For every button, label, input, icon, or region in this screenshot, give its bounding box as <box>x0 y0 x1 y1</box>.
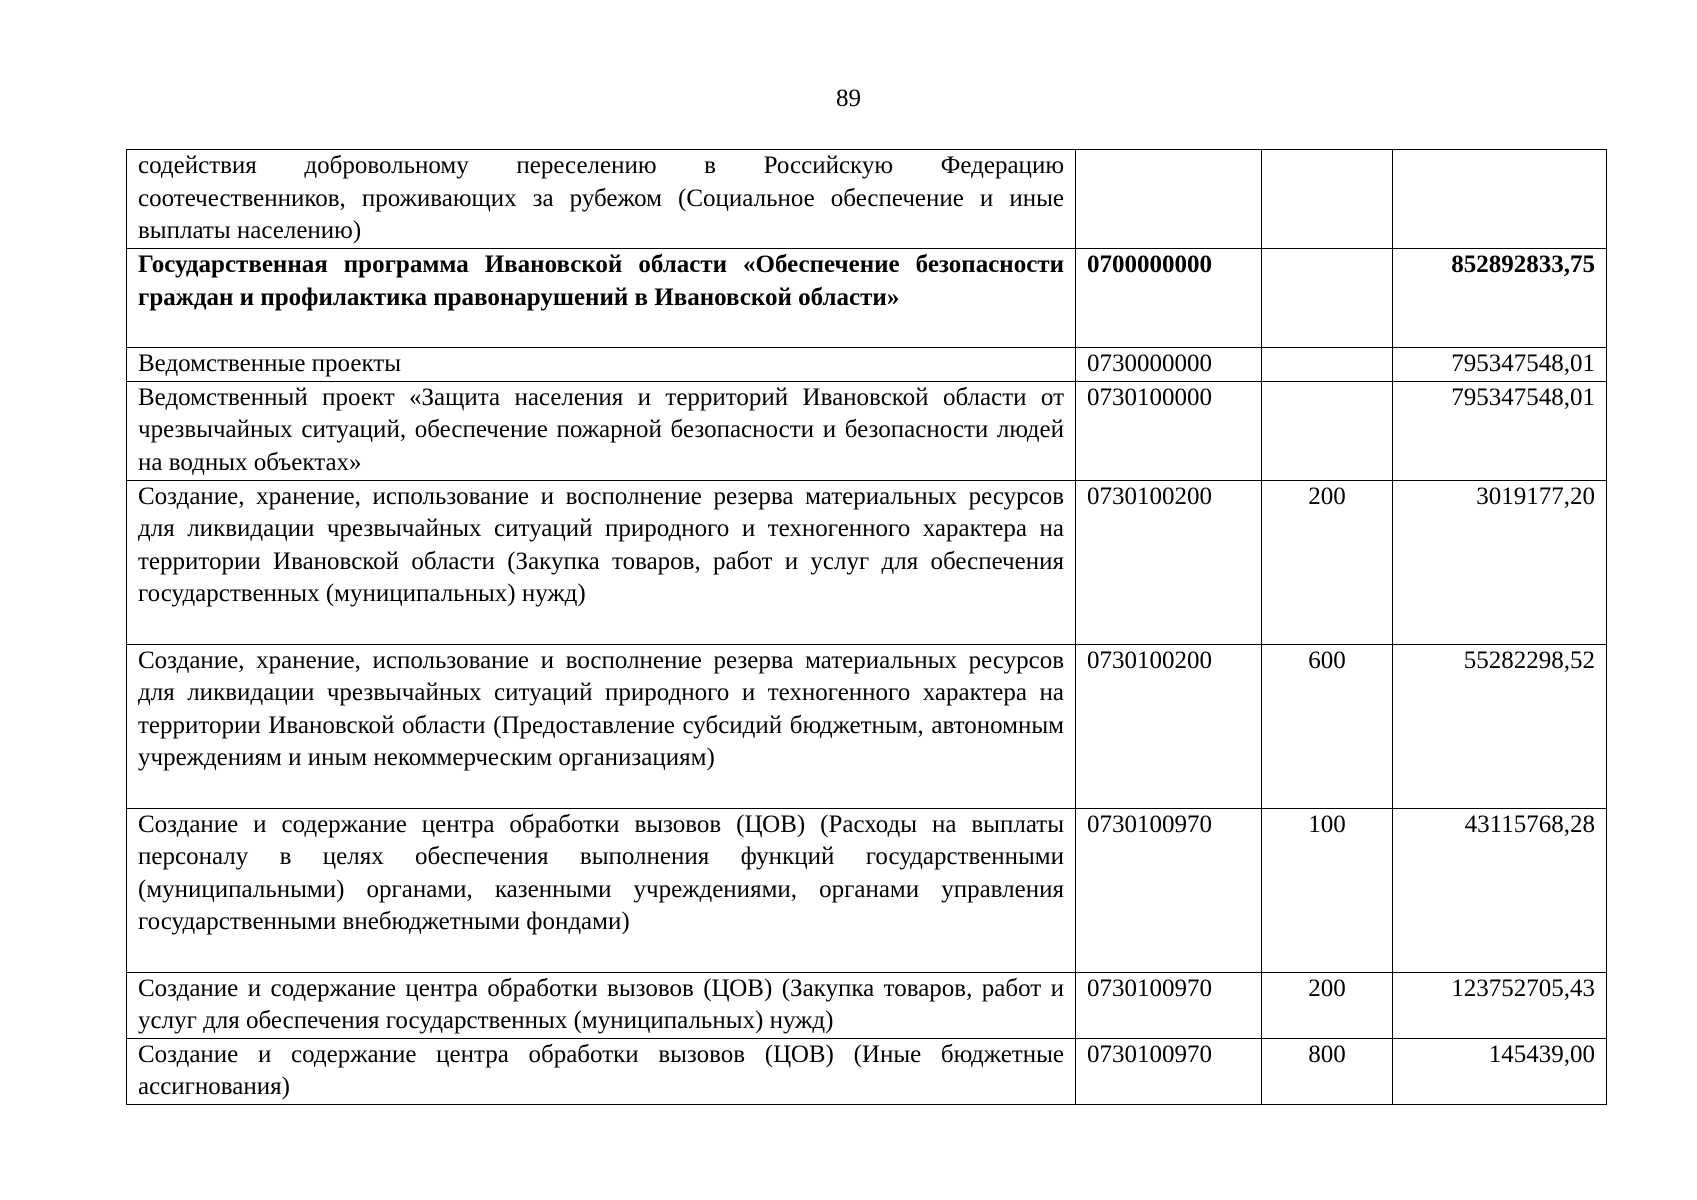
row-code-cell: 0730100970 <box>1076 972 1262 1038</box>
row-expense-type-cell: 200 <box>1262 972 1393 1038</box>
row-name-cell: Создание, хранение, использование и восполнение резерва материальных ресурсов для ликвидации чрезвычайных ситуаций природного и техногенного характера на территории Ивановской области (Предоставление субсидий бюджетным, автономным учреждениям и иным некоммерческим организациям) <box>127 644 1076 808</box>
page-number: 89 <box>836 85 861 112</box>
row-amount-cell: 55282298,52 <box>1393 644 1607 808</box>
row-name-cell: содействия добровольному переселению в Российскую Федерацию соотечественников, проживающих за рубежом (Социальное обеспечение и иные выплаты населению) <box>127 150 1076 249</box>
row-code-cell: 0730100200 <box>1076 480 1262 644</box>
row-amount-cell: 795347548,01 <box>1393 348 1607 382</box>
row-code-cell: 0700000000 <box>1076 249 1262 348</box>
row-amount-cell: 795347548,01 <box>1393 381 1607 480</box>
row-expense-type-cell <box>1262 150 1393 249</box>
table-row <box>127 644 1607 808</box>
row-amount-cell: 145439,00 <box>1393 1038 1607 1104</box>
row-name-cell: Создание, хранение, использование и восполнение резерва материальных ресурсов для ликвидации чрезвычайных ситуаций природного и техногенного характера на территории Ивановской области (Закупка товаров, работ и услуг для обеспечения государственных (муниципальных) нужд) <box>127 480 1076 644</box>
row-code-cell <box>1076 150 1262 249</box>
table-row <box>127 480 1607 644</box>
row-expense-type-cell: 200 <box>1262 480 1393 644</box>
row-expense-type-cell <box>1262 249 1393 348</box>
row-expense-type-cell: 100 <box>1262 808 1393 972</box>
row-amount-cell <box>1393 150 1607 249</box>
row-name-cell: Ведомственный проект «Защита населения и территорий Ивановской области от чрезвычайных ситуаций, обеспечение пожарной безопасности и безопасности людей на водных объектах» <box>127 381 1076 480</box>
table-row <box>127 381 1607 480</box>
row-name-cell: Создание и содержание центра обработки вызовов (ЦОВ) (Иные бюджетные ассигнования) <box>127 1038 1076 1104</box>
row-name-cell: Создание и содержание центра обработки вызовов (ЦОВ) (Закупка товаров, работ и услуг для обеспечения государственных (муниципальных) нужд) <box>127 972 1076 1038</box>
row-expense-type-cell <box>1262 381 1393 480</box>
row-code-cell: 0730000000 <box>1076 348 1262 382</box>
row-code-cell: 0730100970 <box>1076 808 1262 972</box>
row-amount-cell: 43115768,28 <box>1393 808 1607 972</box>
row-name-cell: Государственная программа Ивановской области «Обеспечение безопасности граждан и профилактика правонарушений в Ивановской области» <box>127 249 1076 348</box>
row-expense-type-cell <box>1262 348 1393 382</box>
table-row <box>127 972 1607 1038</box>
table-row <box>127 150 1607 249</box>
budget-table <box>126 149 1607 1105</box>
row-expense-type-cell: 800 <box>1262 1038 1393 1104</box>
table-row <box>127 348 1607 382</box>
row-code-cell: 0730100000 <box>1076 381 1262 480</box>
row-name-cell: Ведомственные проекты <box>127 348 1076 382</box>
row-amount-cell: 123752705,43 <box>1393 972 1607 1038</box>
table-row <box>127 1038 1607 1104</box>
row-name-cell: Создание и содержание центра обработки вызовов (ЦОВ) (Расходы на выплаты персоналу в целях обеспечения выполнения функций государственными (муниципальными) органами, казенными учреждениями, органами управления государственными внебюджетными фондами) <box>127 808 1076 972</box>
row-amount-cell: 852892833,75 <box>1393 249 1607 348</box>
row-code-cell: 0730100970 <box>1076 1038 1262 1104</box>
row-amount-cell: 3019177,20 <box>1393 480 1607 644</box>
row-code-cell: 0730100200 <box>1076 644 1262 808</box>
row-expense-type-cell: 600 <box>1262 644 1393 808</box>
table-row <box>127 249 1607 348</box>
table-row <box>127 808 1607 972</box>
